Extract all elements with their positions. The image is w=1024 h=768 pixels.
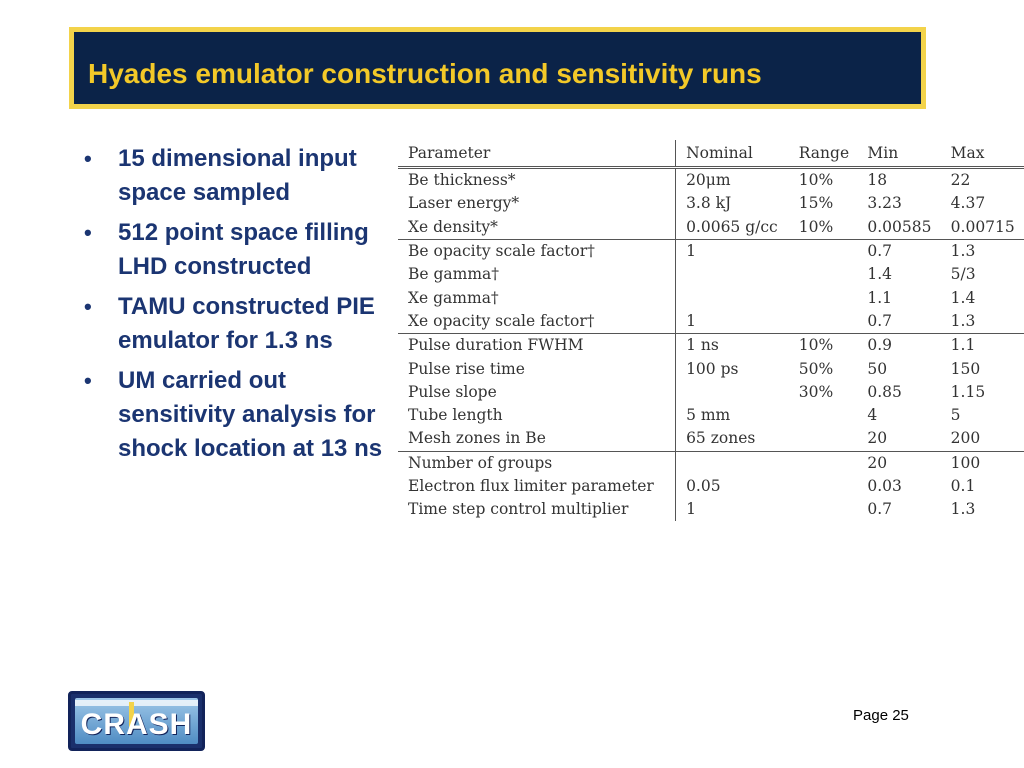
table-cell: 0.05: [686, 477, 721, 495]
table-cell: Pulse duration FWHM: [398, 334, 676, 358]
table-cell: 4.37: [950, 194, 986, 213]
bullet-dot-icon: •: [84, 294, 92, 319]
table-cell: Xe opacity scale factor†: [398, 310, 676, 334]
table-row: [398, 357, 1024, 380]
table-cell: 1: [686, 500, 696, 519]
table-row: [398, 381, 1024, 404]
table-cell: 0.7: [867, 500, 893, 519]
table-cell: 20μm: [676, 168, 789, 193]
bullet-item: [84, 290, 384, 358]
table-cell: Tube length: [398, 404, 676, 427]
table-row: [398, 498, 1024, 521]
bullet-dot-icon: •: [84, 146, 92, 171]
parameter-table: [398, 140, 1024, 521]
table-cell: 65 zones: [686, 429, 756, 448]
table-cell: 3.8 kJ: [686, 194, 732, 213]
logo-text: CRASH: [80, 708, 193, 741]
table-cell: 0.9: [857, 334, 940, 358]
table-cell: Pulse rise time: [398, 357, 676, 380]
table-row: [398, 216, 1024, 240]
header-parameter: Parameter: [398, 140, 676, 168]
table-cell: 1.3: [950, 500, 976, 519]
table-cell: 200: [950, 429, 981, 448]
table-cell: 50: [867, 359, 888, 378]
table-cell: 20: [857, 451, 940, 475]
table-row: [398, 475, 1024, 498]
table-row: [398, 168, 1024, 193]
bullet-item: [84, 364, 384, 466]
table-cell: 100 ps: [686, 359, 739, 378]
bullet-item: [84, 142, 384, 210]
table-cell: 1.1: [867, 288, 893, 307]
table-cell: Xe density*: [398, 216, 676, 240]
table-cell: 1.3: [950, 311, 976, 330]
table-cell: [789, 239, 858, 263]
table-cell: [789, 404, 858, 427]
table-cell: [676, 286, 789, 309]
table-cell: Number of groups: [398, 451, 676, 475]
slide-title-banner: [69, 27, 926, 109]
table-cell: Be thickness*: [398, 168, 676, 193]
table-row: [398, 334, 1024, 358]
table-cell: [676, 381, 789, 404]
table-cell: 5/3: [950, 265, 976, 284]
table-cell: [789, 475, 858, 498]
table-row: [398, 451, 1024, 475]
table-cell: 150: [950, 359, 981, 378]
bullet-text: 512 point space filling LHD constructed: [118, 219, 369, 280]
table-cell: [789, 310, 858, 334]
table-cell: Time step control multiplier: [398, 498, 676, 521]
page-number: Page 25: [853, 707, 909, 724]
table-cell: 5 mm: [686, 406, 731, 425]
table-row: [398, 427, 1024, 451]
header-max: Max: [941, 140, 1024, 168]
table-cell: [676, 263, 789, 286]
table-cell: 1.3: [941, 239, 1024, 263]
table-cell: 18: [857, 168, 940, 193]
header-min: Min: [857, 140, 940, 168]
table-row: [398, 310, 1024, 334]
table-cell: [789, 498, 858, 521]
table-cell: Mesh zones in Be: [398, 427, 676, 451]
table-cell: 22: [941, 168, 1024, 193]
logo-band: [75, 700, 198, 706]
slide-title: Hyades emulator construction and sensitivity runs: [88, 58, 762, 89]
table-cell: Be gamma†: [398, 263, 676, 286]
table-cell: 100: [941, 451, 1024, 475]
table-cell: 1 ns: [676, 334, 789, 358]
table-cell: 0.03: [867, 477, 902, 495]
table-cell: 3.23: [867, 194, 902, 213]
crash-logo: [68, 691, 205, 751]
table-cell: 0.0065 g/cc: [686, 217, 778, 236]
table-cell: Pulse slope: [398, 381, 676, 404]
table-header-row: [398, 140, 1024, 168]
table-row: [398, 404, 1024, 427]
table-row: [398, 286, 1024, 309]
table-cell: 50%: [798, 359, 834, 378]
bullet-text: TAMU constructed PIE emulator for 1.3 ns: [118, 293, 375, 354]
bullet-dot-icon: •: [84, 368, 92, 393]
table-row: [398, 263, 1024, 286]
table-cell: 0.00585: [867, 217, 932, 236]
table-row: [398, 239, 1024, 263]
table-cell: 15%: [798, 194, 834, 213]
table-cell: [676, 451, 789, 475]
table-cell: 0.00715: [950, 217, 1015, 236]
table-cell: Xe gamma†: [398, 286, 676, 309]
table-cell: 0.1: [950, 477, 976, 495]
table-cell: 1.1: [941, 334, 1024, 358]
table-cell: Electron flux limiter parameter: [398, 475, 676, 498]
table-cell: 4: [867, 406, 878, 425]
bullet-item: [84, 216, 384, 284]
table-cell: 0.7: [867, 311, 893, 330]
table-cell: 0.85: [867, 382, 902, 401]
table-row: [398, 192, 1024, 215]
bullet-list: [84, 142, 384, 472]
table-cell: 5: [950, 406, 961, 425]
table-cell: 1.4: [867, 265, 893, 284]
table-cell: 10%: [789, 334, 858, 358]
table-cell: [789, 263, 858, 286]
table-cell: 10%: [789, 168, 858, 193]
header-range: Range: [789, 140, 858, 168]
table-cell: 20: [867, 429, 888, 448]
table-cell: 30%: [798, 382, 834, 401]
bullet-text: 15 dimensional input space sampled: [118, 145, 357, 206]
table-cell: [789, 451, 858, 475]
bullet-text: UM carried out sensitivity analysis for shock location at 13 ns: [118, 367, 383, 462]
header-nominal: Nominal: [676, 140, 789, 168]
table-cell: 1: [686, 311, 696, 330]
table-cell: 0.7: [857, 239, 940, 263]
table-cell: [789, 427, 858, 451]
table-cell: 1.15: [950, 382, 986, 401]
table-cell: 10%: [798, 217, 834, 236]
table-cell: Laser energy*: [398, 192, 676, 215]
table-cell: 1: [676, 239, 789, 263]
table-cell: [789, 286, 858, 309]
bullet-dot-icon: •: [84, 220, 92, 245]
table-cell: 1.4: [950, 288, 976, 307]
table-cell: Be opacity scale factor†: [398, 239, 676, 263]
